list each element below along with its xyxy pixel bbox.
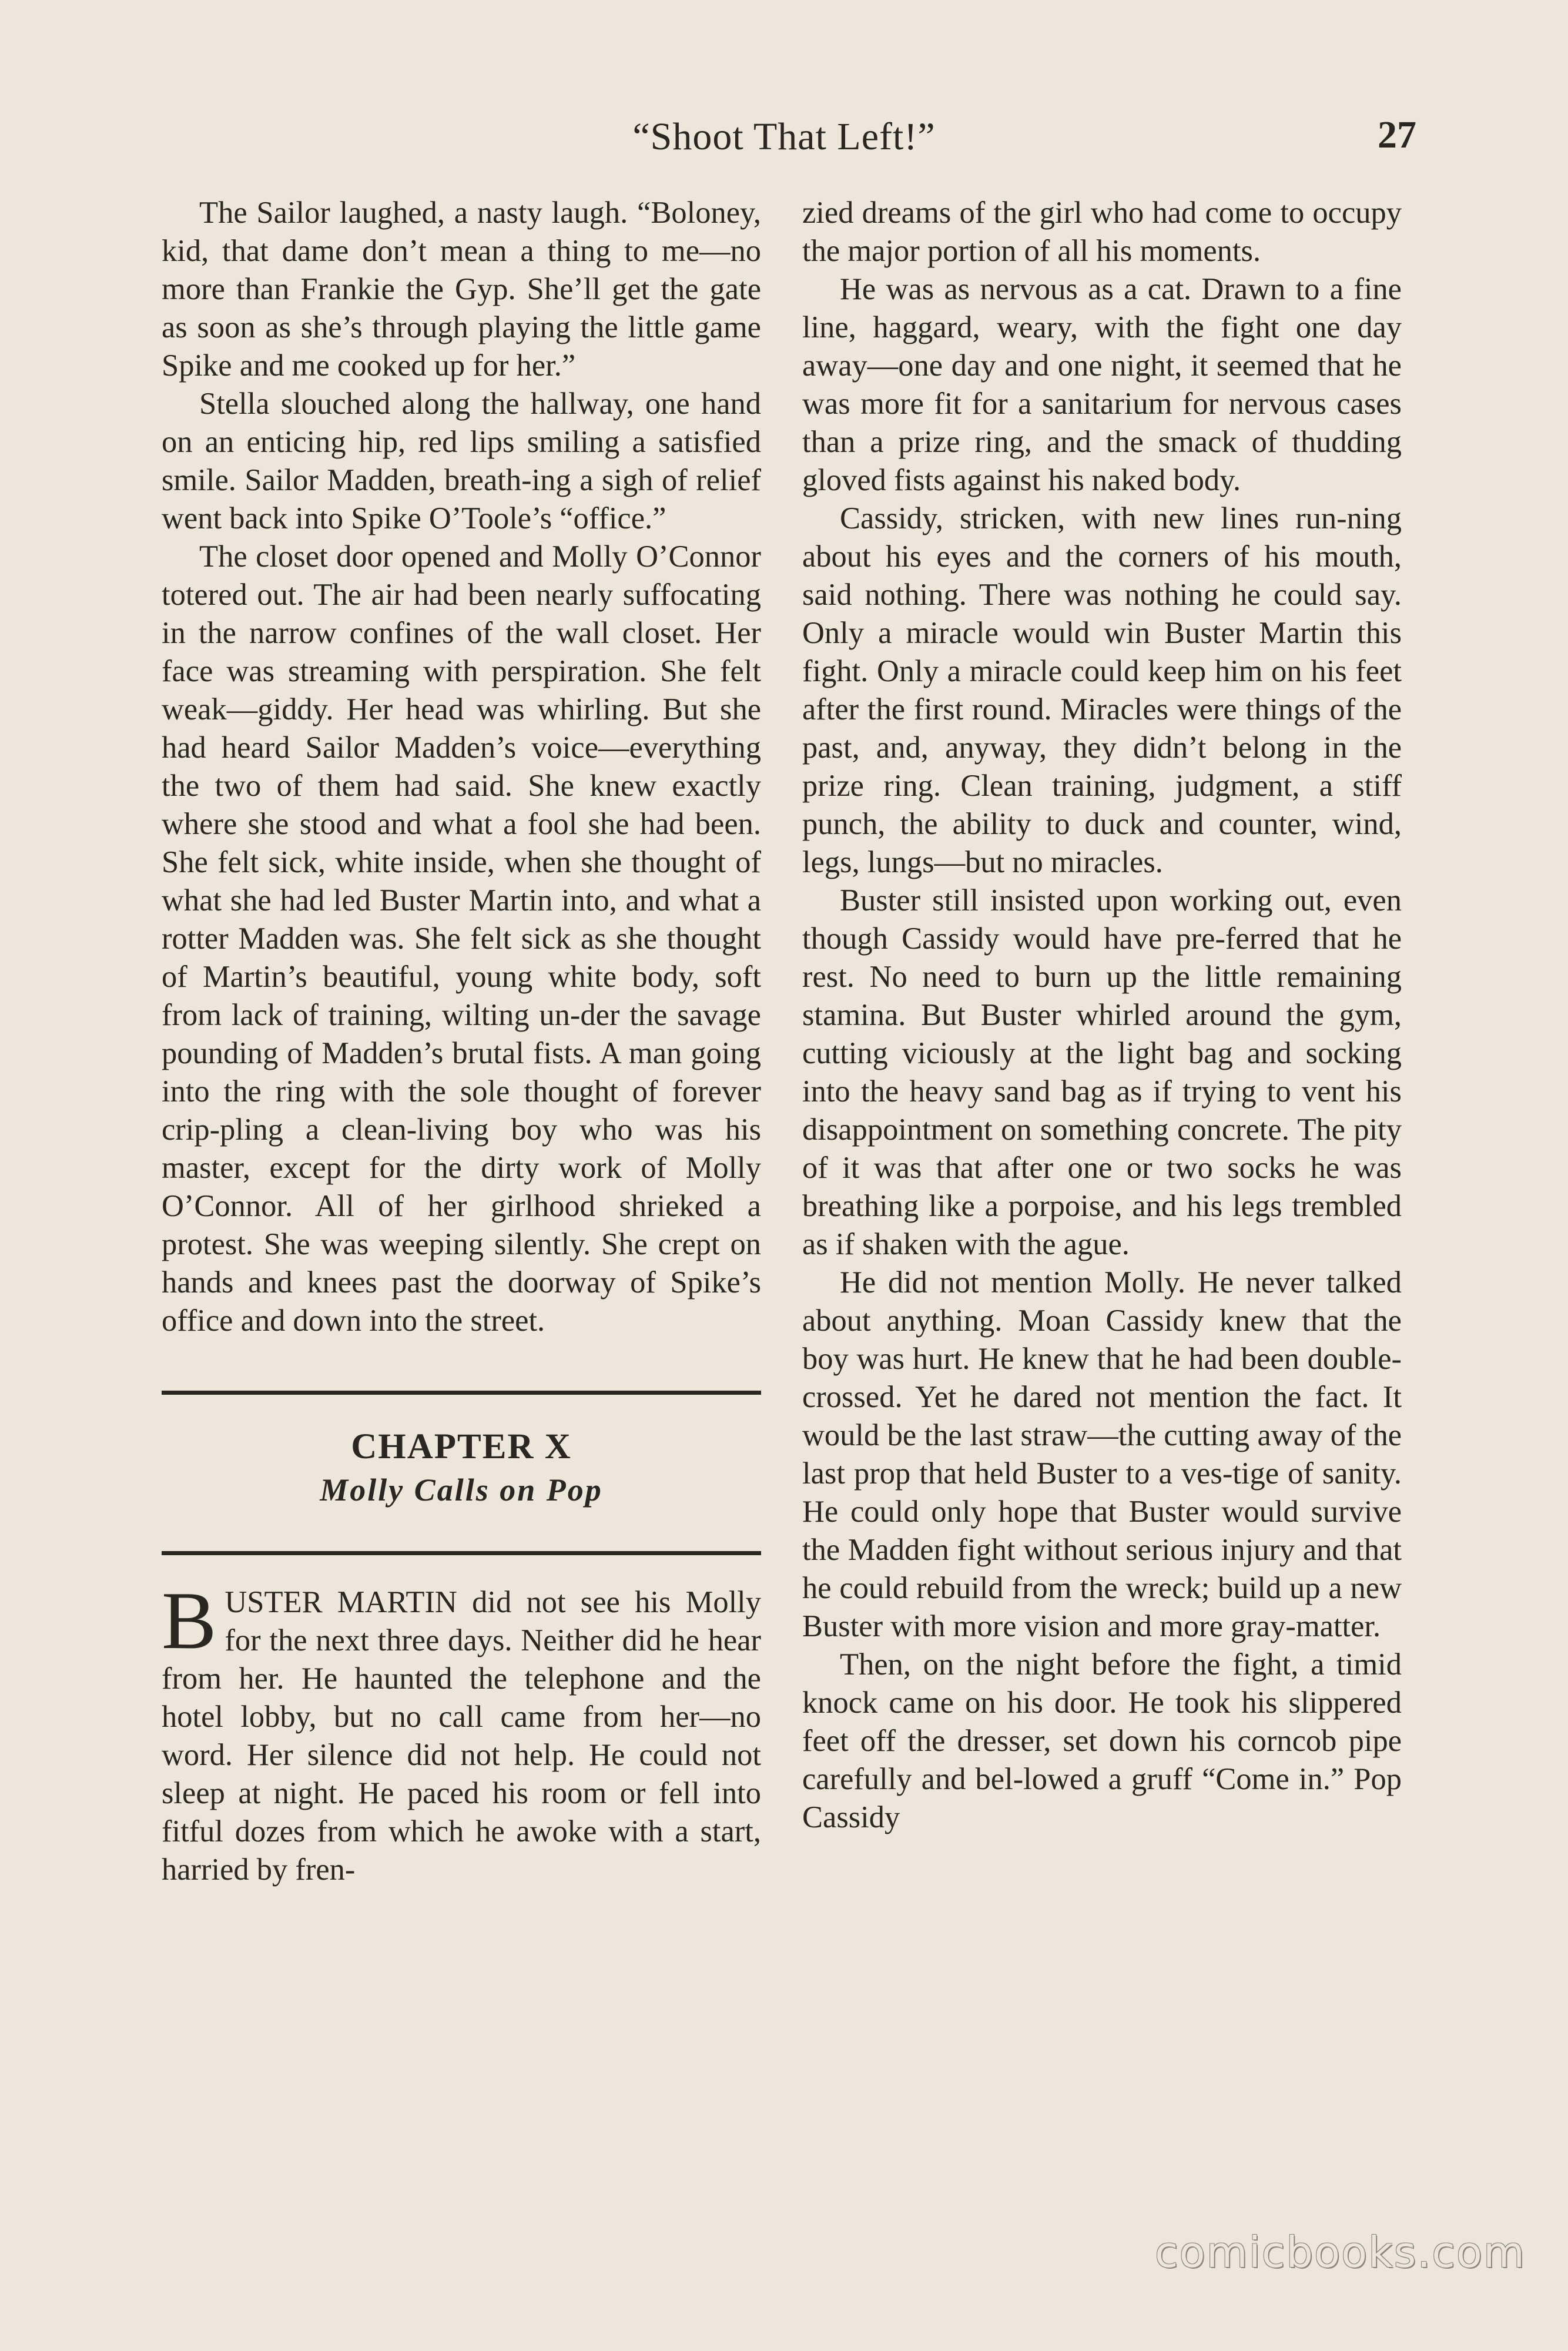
chapter-heading: CHAPTER X [351,1427,572,1466]
left-column [162,194,761,1889]
opening-paragraph [162,1575,761,1889]
right-column [802,194,1402,1837]
page-number: 27 [1378,113,1416,156]
paragraph: Cassidy, stricken, with new lines run-ning about his eyes and the corners of his mouth, said nothing. There was nothing he could say. Only a miracle would win Buster Martin this fight. Only a miracle could keep him on his feet after the first round. Miracles were things of the past, and, anyway, they didn’t belong in the prize ring. Clean training, judgment, a stiff punch, the ability to duck and counter, wind, legs, lungs—but no miracles. [802,501,1402,879]
paragraph: The Sailor laughed, a nasty laugh. “Boloney, kid, that dame don’t mean a thing to me—no more than Frankie the Gyp. She’ll get the gate as soon as she’s through playing the little game Spike and me cooked up for her.” [162,196,761,383]
paragraph: Buster still insisted upon working out, even though Cassidy would have pre-ferred that he rest. No need to burn up the little remaining stamina. But Buster whirled around the gym, cutting viciously at the light bag and socking into the heavy sand bag as if trying to vent his disappointment on something concrete. The pity of it was that after one or two socks he was breathing like a porpoise, and his legs trembled as if shaken with the ague. [802,883,1402,1261]
paragraph-continued: zied dreams of the girl who had come to occupy the major portion of all his moments. [802,196,1402,268]
paragraph: Stella slouched along the hallway, one hand on an enticing hip, red lips smiling a satisfied smile. Sailor Madden, breath-ing a sigh of relief went back into Spike O’Toole’s “office.” [162,387,761,535]
paragraph: He did not mention Molly. He never talked about anything. Moan Cassidy knew that the boy was hurt. He knew that he had been double-crossed. Yet he dared not mention the fact. It would be the last straw—the cutting away of the last prop that held Buster to a ves-tige of sanity. He could only hope that Buster would survive the Madden fight without serious injury and that he could rebuild from the wreck; build up a new Buster with more vision and more gray-matter. [802,1265,1402,1643]
running-title: “Shoot That Left!” [632,115,936,158]
opening-paragraph-text: USTER MARTIN did not see his Molly for the next three days. Neither did he hear from her. He haunted the telephone and the hotel lobby, but no call came from her—no word. Her silence did not help. He could not sleep at night. He paced his room or fell into fitful dozes from which he awoke with a start, harried by fren- [162,1585,761,1887]
chapter-rule-top [162,1391,761,1395]
paragraph: The closet door opened and Molly O’Connor totered out. The air had been nearly suffocating in the narrow confines of the wall closet. Her face was streaming with perspiration. She felt weak—giddy. Her head was whirling. But she had heard Sailor Madden’s voice—everything the two of them had said. She knew exactly where she stood and what a fool she had been. She felt sick, white inside, when she thought of what she had led Buster Martin into, and what a rotter Madden was. She felt sick as she thought of Martin’s beautiful, young white body, soft from lack of training, wilting un-der the savage pounding of Madden’s brutal fists. A man going into the ring with the sole thought of forever crip-pling a clean-living boy who was his master, except for the dirty work of Molly O’Connor. All of her girlhood shrieked a protest. She was weeping silently. She crept on hands and knees past the doorway of Spike’s office and down into the street. [162,540,761,1338]
paragraph: He was as nervous as a cat. Drawn to a fine line, haggard, weary, with the fight one day away—one day and one night, it seemed that he was more fit for a sanitarium for nervous cases than a prize ring, and the smack of thudding gloved fists against his naked body. [802,272,1402,497]
watermark: comicbooks.com [1155,2228,1526,2277]
drop-cap: B [162,1575,217,1666]
chapter-subtitle: Molly Calls on Pop [320,1472,603,1508]
chapter-rule-bottom [162,1551,761,1555]
paragraph: Then, on the night before the fight, a timid knock came on his door. He took his slippered feet off the dresser, set down his corncob pipe carefully and bel-lowed a gruff “Come in.” Pop Cassidy [802,1647,1402,1834]
